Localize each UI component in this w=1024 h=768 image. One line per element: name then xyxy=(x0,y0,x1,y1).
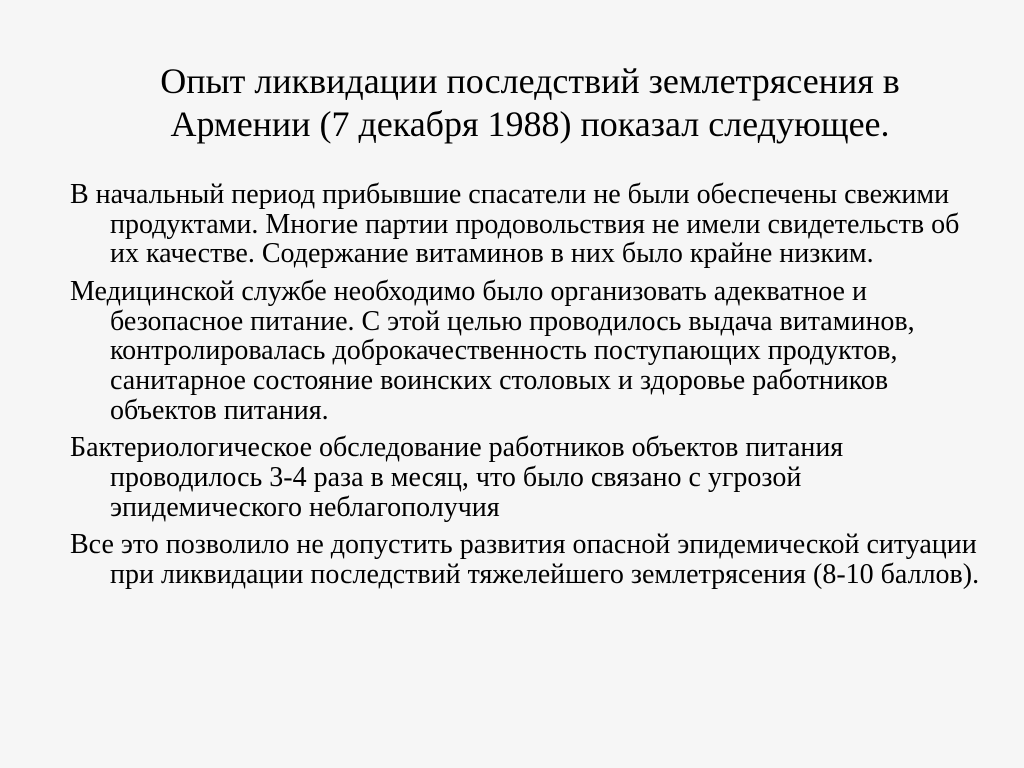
slide-title: Опыт ликвидации последствий землетрясения в Армении (7 декабря 1988) показал следующее. xyxy=(160,61,900,145)
paragraph-4: Все это позволило не допустить развития опасной эпидемической ситуации при ликвидации последствий тяжелейшего землетрясения (8-10 баллов). xyxy=(70,529,980,591)
slide-body xyxy=(70,180,980,598)
paragraph-2: Медицинской службе необходимо было организовать адекватное и безопасное питание. С этой целью проводилось выдача витаминов, контролировалась доброкачественность поступающих продуктов, санитарное состояние воинских столовых и здоровье работников объектов питания. xyxy=(70,276,915,426)
paragraph-3: Бактериологическое обследование работников объектов питания проводилось 3-4 раза в месяц, что было связано с угрозой эпидемического неблагополучия xyxy=(70,432,844,523)
paragraph-1: В начальный период прибывшие спасатели не были обеспечены свежими продуктами. Многие партии продовольствия не имели свидетельств об их качестве. Содержание витаминов в них было крайне низким. xyxy=(70,179,960,270)
